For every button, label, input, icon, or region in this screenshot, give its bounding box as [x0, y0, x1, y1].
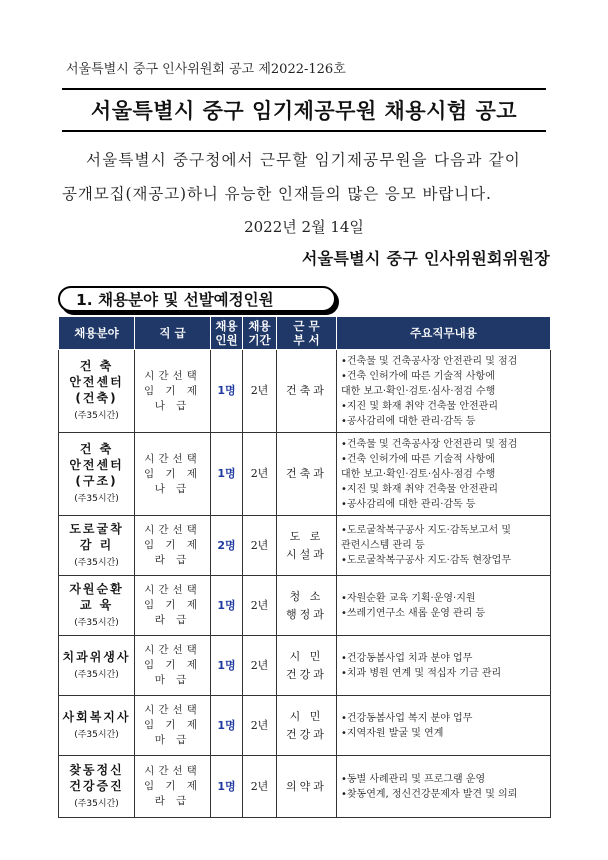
announcement-date: 2022년 2월 14일	[244, 218, 364, 236]
section-title: 1. 채용분야 및 선발예정인원	[76, 291, 274, 309]
duty-item: 대한 보고·확인·검토·심사·점검 수행	[341, 385, 496, 397]
field-hours: (주35시간)	[74, 411, 119, 421]
intro-line-2: 공개모집(재공고)하니 유능한 인재들의 많은 응모 바랍니다.	[62, 185, 492, 203]
grade-cell: 시간선택 임 기 제 라 급	[135, 756, 211, 818]
notice-number: 서울특별시 중구 인사위원회 공고 제2022-126호	[66, 62, 346, 77]
duties-cell	[337, 433, 551, 516]
field-name: 도로굴착 감 리	[69, 521, 124, 552]
table-row	[59, 516, 551, 576]
duty-item: •지역자원 발굴 및 연계	[341, 727, 444, 739]
table-row	[59, 433, 551, 516]
grade-cell: 시간선택 임 기 제 나 급	[135, 433, 211, 516]
duty-item: •건강동봄사업 복지 분야 업무	[341, 712, 473, 724]
field-name: 자원순환 교 육	[69, 581, 124, 612]
dept-cell: 시 민 건강과	[277, 636, 337, 696]
grade-cell: 시간선택 임 기 제 라 급	[135, 516, 211, 576]
period-cell: 2년	[243, 516, 277, 576]
field-cell	[59, 350, 135, 433]
duty-item: •자원순환 교육 기획·운영·지원	[341, 592, 476, 604]
duty-item: •공사감리에 대한 관리·감독 등	[341, 415, 476, 427]
duty-item: •지진 및 화재 취약 건축물 안전관리	[341, 483, 499, 495]
header-count: 채용 인원	[211, 317, 243, 350]
field-cell	[59, 576, 135, 636]
document-title-box	[62, 88, 546, 132]
dept-cell: 건축과	[277, 433, 337, 516]
header-duties: 주요직무내용	[337, 317, 551, 350]
field-hours: (주35시간)	[74, 669, 119, 680]
table-row	[59, 636, 551, 696]
field-name: 치과위생사	[62, 649, 131, 664]
duty-item: •찾동연계, 정신건강문제자 발견 및 의뢰	[341, 788, 518, 800]
dept-cell: 의약과	[277, 756, 337, 818]
period-cell: 2년	[243, 433, 277, 516]
duty-item: •건축 인허가에 따른 기술적 사항에	[341, 453, 495, 465]
duty-item: •건축물 및 건축공사장 안전관리 및 점검	[341, 355, 518, 367]
dept-cell: 청 소 행정과	[277, 576, 337, 636]
field-cell	[59, 636, 135, 696]
table-row	[59, 350, 551, 433]
duties-cell	[337, 756, 551, 818]
dept-cell: 도 로 시설과	[277, 516, 337, 576]
dept-cell: 시 민 건강과	[277, 696, 337, 756]
field-hours: (주35시간)	[74, 617, 119, 628]
period-cell: 2년	[243, 576, 277, 636]
count-cell: 1명	[211, 576, 243, 636]
count-cell: 1명	[211, 696, 243, 756]
duty-item: 대한 보고·확인·검토·심사·점검 수행	[341, 468, 496, 480]
table-row	[59, 696, 551, 756]
field-cell	[59, 756, 135, 818]
header-grade: 직 급	[135, 317, 211, 350]
period-cell: 2년	[243, 350, 277, 433]
header-dept: 근 무 부 서	[277, 317, 337, 350]
period-cell: 2년	[243, 636, 277, 696]
field-cell	[59, 696, 135, 756]
grade-cell: 시간선택 임 기 제 나 급	[135, 350, 211, 433]
dept-cell: 건축과	[277, 350, 337, 433]
grade-cell: 시간선택 임 기 제 라 급	[135, 576, 211, 636]
field-name: 건 축 안전센터 (건축)	[69, 359, 124, 405]
count-cell: 1명	[211, 350, 243, 433]
duty-item: 관련시스템 관리 등	[341, 540, 425, 551]
table-row	[59, 756, 551, 818]
field-hours: (주35시간)	[74, 729, 119, 740]
count-cell: 1명	[211, 636, 243, 696]
field-name: 찾동정신 건강증진	[69, 762, 124, 793]
field-cell	[59, 516, 135, 576]
table-row	[59, 576, 551, 636]
duties-cell	[337, 636, 551, 696]
signer: 서울특별시 중구 인사위원회위원장	[301, 249, 550, 268]
count-cell: 1명	[211, 756, 243, 818]
field-hours: (주35시간)	[74, 557, 119, 568]
duty-item: •도로굴착복구공사 지도·감독 현장업무	[341, 555, 511, 566]
duty-item: •쓰레기연구소 새롭 운영 관리 등	[341, 607, 486, 619]
period-cell: 2년	[243, 756, 277, 818]
field-name: 건 축 안전센터 (구조)	[69, 442, 124, 488]
duty-item: •동별 사례관리 및 프로그램 운영	[341, 773, 486, 785]
duties-cell	[337, 516, 551, 576]
period-cell: 2년	[243, 696, 277, 756]
duty-item: •공사감리에 대한 관리·감독 등	[341, 498, 476, 510]
count-cell: 1명	[211, 433, 243, 516]
duty-item: •치과 병원 연계 및 적십자 기금 관리	[341, 667, 502, 679]
count-cell: 2명	[211, 516, 243, 576]
duties-cell	[337, 350, 551, 433]
recruitment-table	[58, 316, 551, 818]
duties-cell	[337, 696, 551, 756]
field-name: 사회복지사	[62, 709, 131, 724]
document-title: 서울특별시 중구 임기제공무원 채용시험 공고	[90, 99, 518, 123]
intro-line-1: 서울특별시 중구청에서 근무할 임기제공무원을 다음과 같이	[86, 151, 521, 169]
duty-item: •지진 및 화재 취약 건축물 안전관리	[341, 400, 499, 412]
duty-item: •건축 인허가에 따른 기술적 사항에	[341, 370, 495, 382]
grade-cell: 시간선택 임 기 제 마 급	[135, 636, 211, 696]
duty-item: •건축물 및 건축공사장 안전관리 및 점검	[341, 438, 518, 450]
duty-item: •도로굴착복구공사 지도·감독보고서 및	[341, 525, 511, 536]
header-period: 채용 기간	[243, 317, 277, 350]
grade-cell: 시간선택 임 기 제 마 급	[135, 696, 211, 756]
duty-item: •건강동봄사업 치과 분야 업무	[341, 652, 473, 664]
field-hours: (주35시간)	[74, 494, 119, 504]
table-header-row	[59, 317, 551, 350]
field-cell	[59, 433, 135, 516]
section-heading	[58, 286, 336, 312]
duties-cell	[337, 576, 551, 636]
header-field: 채용분야	[59, 317, 135, 350]
field-hours: (주35시간)	[74, 798, 119, 809]
